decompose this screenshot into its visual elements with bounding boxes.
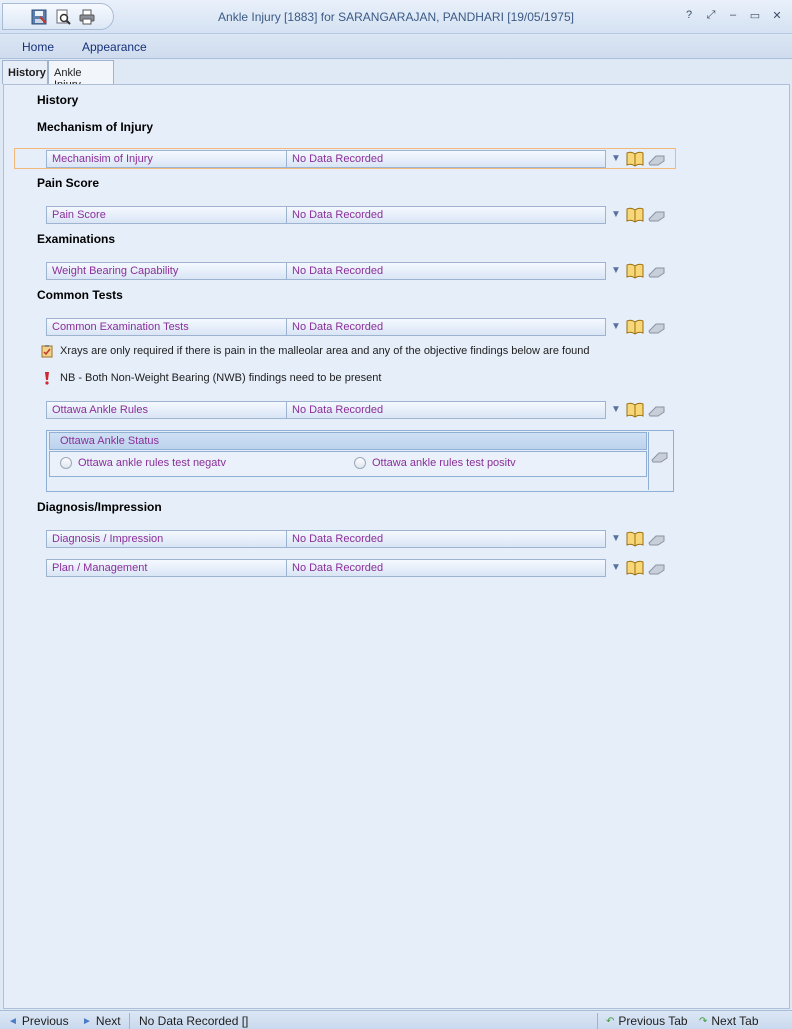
status-bar	[0, 1010, 792, 1029]
book-icon[interactable]	[626, 560, 644, 576]
row-field[interactable]	[46, 559, 606, 577]
radio-label: Ottawa ankle rules test positv	[372, 457, 516, 469]
section-pain-score: Pain Score	[37, 176, 100, 190]
row-value: No Data Recorded	[292, 153, 384, 165]
ribbon-tab-appearance[interactable]: Appearance	[82, 40, 147, 54]
exclamation-icon	[40, 371, 54, 385]
minimize-icon[interactable]: –	[729, 9, 737, 21]
ottawa-status-header: Ottawa Ankle Status	[49, 432, 647, 450]
next-tab-button[interactable]	[699, 1014, 759, 1028]
title-bar	[0, 0, 792, 34]
next-label: Next	[95, 1014, 121, 1028]
row-value: No Data Recorded	[292, 321, 384, 333]
row-field[interactable]	[46, 150, 606, 168]
section-mechanism-of-injury: Mechanism of Injury	[37, 120, 154, 134]
window-controls	[680, 6, 786, 24]
document-tabs	[0, 59, 792, 84]
row-common-examination-tests	[46, 318, 668, 336]
note-nb-text: NB - Both Non-Weight Bearing (NWB) findings need to be present	[60, 372, 382, 384]
previous-tab-label: Previous Tab	[618, 1014, 688, 1028]
help-icon[interactable]: ?	[685, 9, 693, 21]
row-field[interactable]	[46, 401, 606, 419]
tab-history[interactable]: History	[2, 60, 48, 84]
section-common-tests: Common Tests	[37, 288, 123, 302]
row-ottawa-ankle-rules	[46, 401, 668, 419]
book-icon[interactable]	[626, 263, 644, 279]
row-value: No Data Recorded	[292, 404, 384, 416]
book-icon[interactable]	[626, 319, 644, 335]
double-chevron-down-icon[interactable]: ▼	[611, 321, 621, 332]
book-icon[interactable]	[626, 151, 644, 167]
clipboard-check-icon	[40, 344, 54, 358]
double-chevron-down-icon[interactable]: ▼	[611, 153, 621, 164]
book-icon[interactable]	[626, 531, 644, 547]
eraser-icon[interactable]	[647, 263, 667, 279]
radio-button[interactable]	[354, 457, 366, 469]
section-examinations: Examinations	[37, 232, 116, 246]
row-value: No Data Recorded	[292, 265, 384, 277]
ottawa-status-group	[46, 430, 674, 492]
curved-arrow-right-icon: ↷	[699, 1015, 708, 1027]
row-label: Common Examination Tests	[47, 319, 287, 335]
curved-arrow-left-icon: ↶	[606, 1015, 615, 1027]
double-chevron-down-icon[interactable]: ▼	[611, 404, 621, 415]
book-icon[interactable]	[626, 402, 644, 418]
row-weight-bearing	[46, 262, 668, 280]
row-pain-score	[46, 206, 668, 224]
eraser-icon[interactable]	[647, 531, 667, 547]
next-button[interactable]	[82, 1014, 121, 1028]
row-label: Plan / Management	[47, 560, 287, 576]
row-plan-management	[46, 559, 668, 577]
double-chevron-down-icon[interactable]: ▼	[611, 562, 621, 573]
eraser-icon[interactable]	[647, 207, 667, 223]
eraser-icon[interactable]	[647, 319, 667, 335]
row-field[interactable]	[46, 206, 606, 224]
eraser-icon[interactable]	[647, 560, 667, 576]
note-nb	[40, 371, 381, 385]
window-title: Ankle Injury [1883] for SARANGARAJAN, PANDHARI [19/05/1975]	[218, 10, 574, 24]
double-chevron-down-icon[interactable]: ▼	[611, 265, 621, 276]
eraser-icon[interactable]	[647, 402, 667, 418]
divider	[597, 1013, 598, 1029]
row-label: Mechanisim of Injury	[47, 151, 287, 167]
next-tab-label: Next Tab	[711, 1014, 759, 1028]
note-xrays-text: Xrays are only required if there is pain in the malleolar area and any of the objective findings below are found	[60, 345, 590, 357]
previous-label: Previous	[21, 1014, 69, 1028]
arrow-right-icon: ►	[82, 1015, 92, 1027]
row-field[interactable]	[46, 530, 606, 548]
book-icon[interactable]	[626, 207, 644, 223]
row-label: Pain Score	[47, 207, 287, 223]
note-xrays	[40, 344, 590, 358]
row-value: No Data Recorded	[292, 533, 384, 545]
arrow-left-icon: ◄	[8, 1015, 18, 1027]
double-chevron-down-icon[interactable]: ▼	[611, 209, 621, 220]
row-diagnosis-impression	[46, 530, 668, 548]
previous-tab-button[interactable]	[606, 1014, 688, 1028]
radio-label: Ottawa ankle rules test negatv	[78, 457, 226, 469]
ribbon-tab-home[interactable]: Home	[22, 40, 55, 54]
status-text: No Data Recorded []	[139, 1014, 249, 1028]
ribbon-bar	[0, 35, 792, 59]
tab-ankle-injury[interactable]: Ankle	[48, 60, 114, 84]
row-label: Weight Bearing Capability	[47, 263, 287, 279]
row-mechanism-of-injury	[46, 150, 668, 168]
row-label: Ottawa Ankle Rules	[47, 402, 287, 418]
previous-button[interactable]	[8, 1014, 69, 1028]
double-chevron-down-icon[interactable]: ▼	[611, 533, 621, 544]
radio-negative[interactable]	[60, 457, 226, 469]
maximize-icon[interactable]: ▭	[749, 9, 761, 22]
row-label: Diagnosis / Impression	[47, 531, 287, 547]
row-value: No Data Recorded	[292, 209, 384, 221]
radio-button[interactable]	[60, 457, 72, 469]
row-field[interactable]	[46, 262, 606, 280]
eraser-icon[interactable]	[650, 448, 670, 464]
row-value: No Data Recorded	[292, 562, 384, 574]
row-field[interactable]	[46, 318, 606, 336]
eraser-icon[interactable]	[647, 151, 667, 167]
section-diagnosis-impression: Diagnosis/Impression	[37, 500, 162, 514]
divider	[129, 1013, 130, 1029]
section-history: History	[37, 93, 79, 107]
close-icon[interactable]: ✕	[772, 9, 782, 22]
radio-positive[interactable]	[354, 457, 516, 469]
restore-layout-icon[interactable]: ⤢	[706, 8, 716, 21]
ottawa-status-options	[49, 451, 647, 477]
